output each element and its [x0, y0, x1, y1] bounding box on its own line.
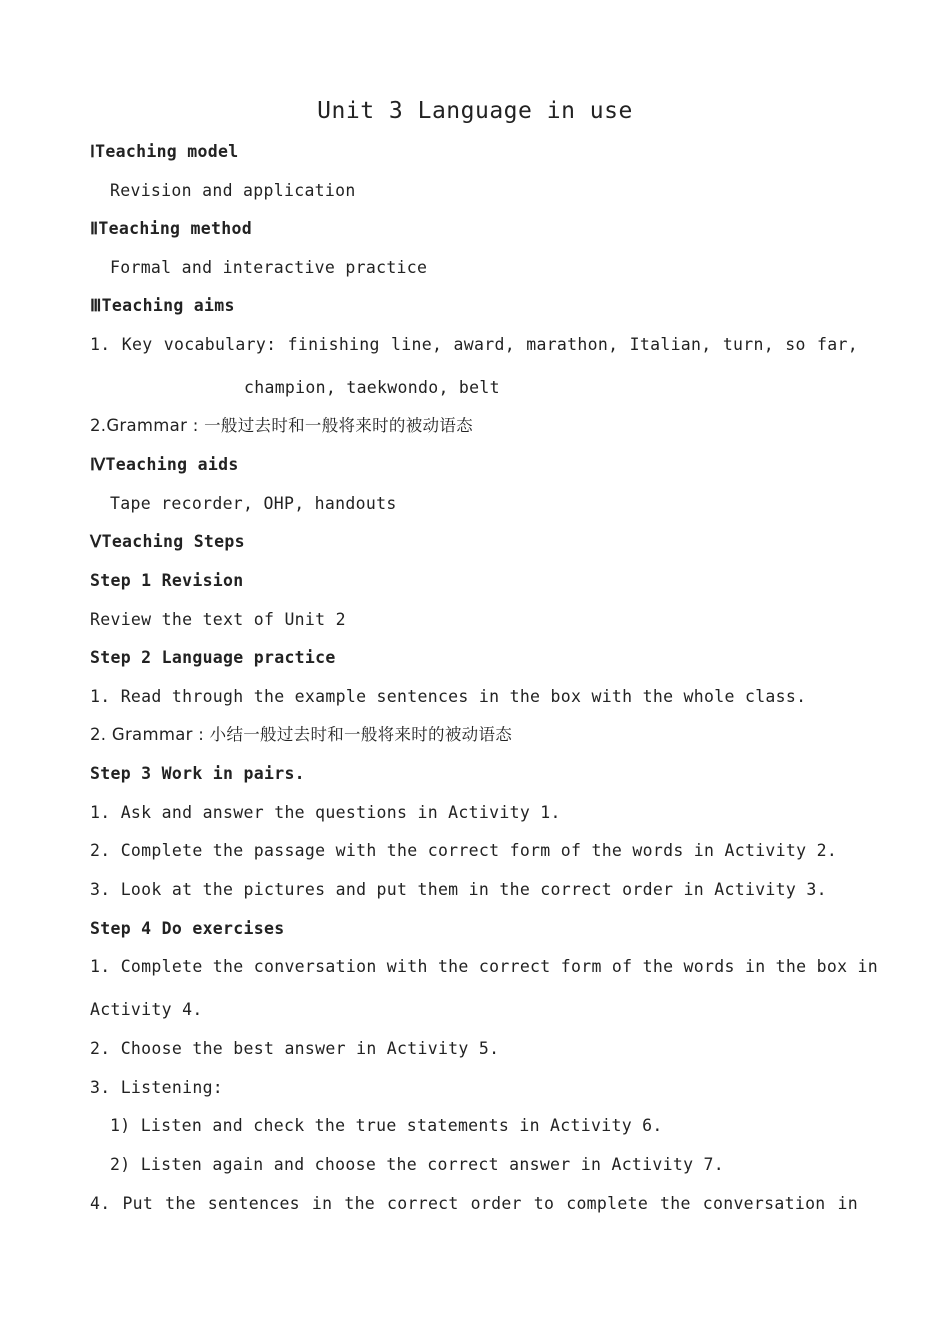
- step-3-item-3: 3. Look at the pictures and put them in the correct order in Activity 3.: [90, 880, 827, 899]
- step-4-heading: Step 4 Do exercises: [90, 919, 285, 938]
- page-title: Unit 3 Language in use: [317, 98, 633, 124]
- step-4-item-4: 4. Put the sentences in the correct order to complete the conversation in: [90, 1194, 858, 1213]
- section-heading-teaching-method: ⅡTeaching method: [90, 219, 252, 238]
- section-heading-teaching-aids: ⅣTeaching aids: [90, 455, 239, 474]
- step-1-heading: Step 1 Revision: [90, 571, 244, 590]
- section-heading-teaching-model: ⅠTeaching model: [90, 142, 239, 161]
- aims-vocabulary-line: 1. Key vocabulary: finishing line, award, marathon, Italian, turn, so far,: [90, 335, 858, 354]
- section-heading-teaching-steps: ⅤTeaching Steps: [90, 532, 245, 551]
- section-heading-teaching-aims: ⅢTeaching aims: [90, 296, 235, 315]
- step-4-item-3: 3. Listening:: [90, 1078, 224, 1097]
- step-2-heading: Step 2 Language practice: [90, 648, 336, 667]
- step-3-item-2: 2. Complete the passage with the correct form of the words in Activity 2.: [90, 841, 838, 860]
- aims-vocabulary-continued: champion, taekwondo, belt: [244, 378, 500, 397]
- step-4-item-2: 2. Choose the best answer in Activity 5.: [90, 1039, 500, 1058]
- step-3-item-1: 1. Ask and answer the questions in Activity 1.: [90, 803, 561, 822]
- step-4-item-1-continued: Activity 4.: [90, 1000, 203, 1019]
- teaching-model-text: Revision and application: [110, 181, 356, 200]
- step-4-item-3-sub-2: 2) Listen again and choose the correct answer in Activity 7.: [110, 1155, 725, 1174]
- step-3-heading: Step 3 Work in pairs.: [90, 764, 305, 783]
- step-2-item-2: 2. Grammar : 小结一般过去时和一般将来时的被动语态: [90, 725, 513, 744]
- step-2-item-1: 1. Read through the example sentences in the box with the whole class.: [90, 687, 807, 706]
- teaching-method-text: Formal and interactive practice: [110, 258, 428, 277]
- step-1-text: Review the text of Unit 2: [90, 610, 346, 629]
- teaching-aids-text: Tape recorder, OHP, handouts: [110, 494, 397, 513]
- aims-grammar: 2.Grammar : 一般过去时和一般将来时的被动语态: [90, 416, 473, 435]
- step-4-item-1: 1. Complete the conversation with the correct form of the words in the box in: [90, 957, 879, 976]
- step-4-item-3-sub-1: 1) Listen and check the true statements in Activity 6.: [110, 1116, 663, 1135]
